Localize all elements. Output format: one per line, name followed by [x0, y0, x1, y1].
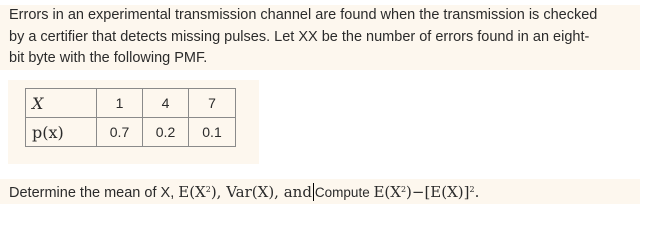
pmf-x-row: [26, 89, 236, 118]
problem-line-2: by a certifier that detects missing pulses. Let XX be the number of errors found in an eight-: [9, 28, 590, 45]
variance-formula: $E(X^2)-[E(X)]^2$.: [373, 183, 480, 201]
text-cursor: [313, 183, 314, 201]
question-text: [0, 179, 640, 204]
x-value: 1: [97, 89, 143, 118]
x-value: 7: [189, 89, 236, 118]
problem-line-3: bit byte with the following PMF.: [9, 50, 208, 66]
question-part-1: Determine the mean of X,: [9, 185, 179, 201]
compute-label: Compute: [314, 185, 374, 200]
x-value: 4: [143, 89, 189, 118]
p-value: 0.7: [97, 118, 143, 147]
pmf-p-row: [26, 118, 236, 147]
pmf-table: [25, 88, 236, 147]
x-row-label: X: [26, 89, 97, 118]
ex2-expression: $E(X^2)$, Var(X), and: [178, 183, 312, 201]
p-value: 0.1: [189, 118, 236, 147]
p-row-label: p(x): [26, 118, 97, 147]
problem-line-1: Errors in an experimental transmission channel are found when the transmission is checked: [9, 7, 598, 23]
p-value: 0.2: [143, 118, 189, 147]
pmf-table-container: [8, 80, 259, 164]
problem-statement: [0, 5, 640, 70]
